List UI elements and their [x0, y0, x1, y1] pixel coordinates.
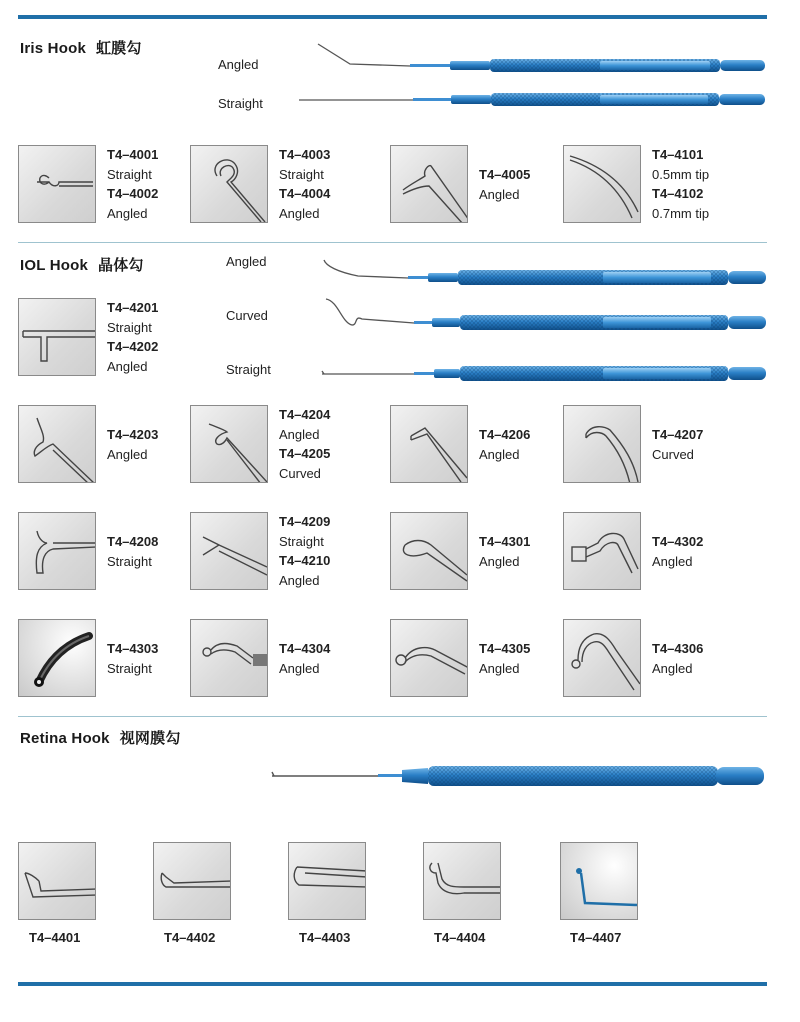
thumb-t4-4401: [18, 842, 96, 920]
section-title-retina: Retina Hook 视网膜勾: [20, 730, 181, 747]
iol-angled-instrument: [318, 256, 770, 296]
thumb-t4-4208: [18, 512, 96, 590]
label-t4-4303: T4–4303 Straight: [107, 641, 159, 676]
thumb-t4-4306: [563, 619, 641, 697]
iol-straight-instrument: [318, 358, 770, 394]
iol-curved-label: Curved: [226, 308, 268, 323]
thumb-t4-4303: [18, 619, 96, 697]
divider-2: [18, 716, 767, 717]
label-t4-4302: T4–4302 Angled: [652, 534, 704, 569]
label-t4-4001: T4–4001 Straight T4–4002 Angled: [107, 147, 159, 221]
iris-angled-instrument: [310, 38, 770, 82]
label-t4-4003: T4–4003 Straight T4–4004 Angled: [279, 147, 331, 221]
thumb-t4-4302: [563, 512, 641, 590]
iol-curved-instrument: [318, 295, 770, 339]
label-t4-4201: T4–4201 Straight T4–4202 Angled: [107, 300, 159, 374]
label-t4-4206: T4–4206 Angled: [479, 427, 531, 462]
thumb-t4-4403: [288, 842, 366, 920]
label-t4-4101: T4–4101 0.5mm tip T4–4102 0.7mm tip: [652, 147, 710, 221]
label-t4-4005: T4–4005 Angled: [479, 167, 531, 202]
iol-angled-label: Angled: [226, 254, 267, 269]
code-t4-4407: T4–4407: [570, 930, 622, 945]
label-t4-4203: T4–4203 Angled: [107, 427, 159, 462]
thumb-t4-4402: [153, 842, 231, 920]
iris-straight-label: Straight: [218, 96, 263, 111]
iris-angled-label: Angled: [218, 57, 259, 72]
code-t4-4401: T4–4401: [29, 930, 81, 945]
thumb-t4-4201: [18, 298, 96, 376]
label-t4-4305: T4–4305 Angled: [479, 641, 531, 676]
thumb-t4-4304: [190, 619, 268, 697]
thumb-t4-4404: [423, 842, 501, 920]
label-t4-4204: T4–4204 Angled T4–4205 Curved: [279, 407, 331, 481]
code-t4-4402: T4–4402: [164, 930, 216, 945]
thumb-t4-4301: [390, 512, 468, 590]
label-t4-4306: T4–4306 Angled: [652, 641, 704, 676]
iris-straight-instrument: [295, 82, 770, 122]
label-t4-4301: T4–4301 Angled: [479, 534, 531, 569]
thumb-t4-4206: [390, 405, 468, 483]
thumb-t4-4001: [18, 145, 96, 223]
label-t4-4207: T4–4207 Curved: [652, 427, 704, 462]
thumb-t4-4407: [560, 842, 638, 920]
thumb-t4-4003: [190, 145, 268, 223]
label-t4-4208: T4–4208 Straight: [107, 534, 159, 569]
thumb-t4-4203: [18, 405, 96, 483]
section-title-iol: IOL Hook 晶体勾: [20, 257, 144, 274]
thumb-t4-4207: [563, 405, 641, 483]
thumb-t4-4005: [390, 145, 468, 223]
top-rule: [18, 15, 767, 19]
divider-1: [18, 242, 767, 243]
bottom-rule: [18, 982, 767, 986]
code-t4-4403: T4–4403: [299, 930, 351, 945]
thumb-t4-4305: [390, 619, 468, 697]
label-t4-4209: T4–4209 Straight T4–4210 Angled: [279, 514, 331, 588]
thumb-t4-4204: [190, 405, 268, 483]
code-t4-4404: T4–4404: [434, 930, 486, 945]
retina-instrument: [268, 758, 770, 798]
iol-straight-label: Straight: [226, 362, 271, 377]
label-t4-4304: T4–4304 Angled: [279, 641, 331, 676]
thumb-t4-4101: [563, 145, 641, 223]
thumb-t4-4209: [190, 512, 268, 590]
section-title-iris: Iris Hook 虹膜勾: [20, 40, 142, 57]
